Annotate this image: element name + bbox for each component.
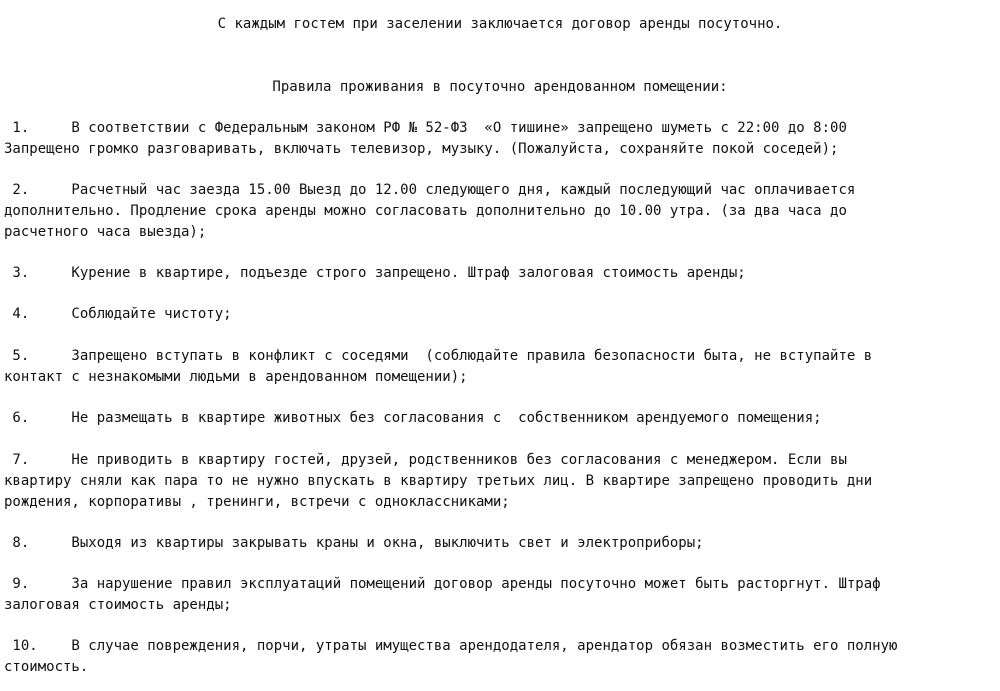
- rules-title: Правила проживания в посуточно арендованном помещении:: [272, 79, 728, 95]
- rule-6-line-1: 6. Не размещать в квартире животных без согласования с собственником арендуемого помещения;: [4, 410, 822, 426]
- rule-2-line-1: 2. Расчетный час заезда 15.00 Выезд до 12.00 следующего дня, каждый последующий час оплачивается: [4, 182, 856, 198]
- rule-5-line-2: контакт с незнакомыми людьми в арендованном помещении);: [4, 369, 468, 385]
- rule-10-line-1: 10. В случае повреждения, порчи, утраты имущества арендодателя, арендатор обязан возместить его полную: [4, 638, 898, 654]
- rule-1-line-1: 1. В соответствии с Федеральным законом РФ № 52-ФЗ «О тишине» запрещено шуметь с 22:00 до 8:00: [4, 120, 847, 136]
- rule-9-line-1: 9. За нарушение правил эксплуатаций помещений договор аренды посуточно может быть расторгнут. Штраф: [4, 576, 881, 592]
- rule-1-line-2: Запрещено громко разговаривать, включать телевизор, музыку. (Пожалуйста, сохраняйте покой соседей);: [4, 141, 839, 157]
- rule-10-line-2: стоимость.: [4, 659, 89, 675]
- rule-3-line-1: 3. Курение в квартире, подъезде строго запрещено. Штраф залоговая стоимость аренды;: [4, 265, 746, 281]
- rule-7-line-2: квартиру сняли как пара то не нужно впускать в квартиру третьих лиц. В квартире запрещено проводить дни: [4, 473, 873, 489]
- rule-5-line-1: 5. Запрещено вступать в конфликт с соседями (соблюдайте правила безопасности быта, не вступайте в: [4, 348, 873, 364]
- rule-4-line-1: 4. Соблюдайте чистоту;: [4, 306, 232, 322]
- intro-line: С каждым гостем при заселении заключается договор аренды посуточно.: [217, 16, 783, 32]
- rule-2-line-2: дополнительно. Продление срока аренды можно согласовать дополнительно до 10.00 утра. (за два часа до: [4, 203, 847, 219]
- rule-2-line-3: расчетного часа выезда);: [4, 224, 207, 240]
- rule-8-line-1: 8. Выходя из квартиры закрывать краны и окна, выключить свет и электроприборы;: [4, 535, 704, 551]
- rule-7-line-3: рождения, корпоративы , тренинги, встречи с одноклассниками;: [4, 494, 510, 510]
- rule-9-line-2: залоговая стоимость аренды;: [4, 597, 232, 613]
- rule-7-line-1: 7. Не приводить в квартиру гостей, друзей, родственников без согласования с менеджером. Если вы: [4, 452, 847, 468]
